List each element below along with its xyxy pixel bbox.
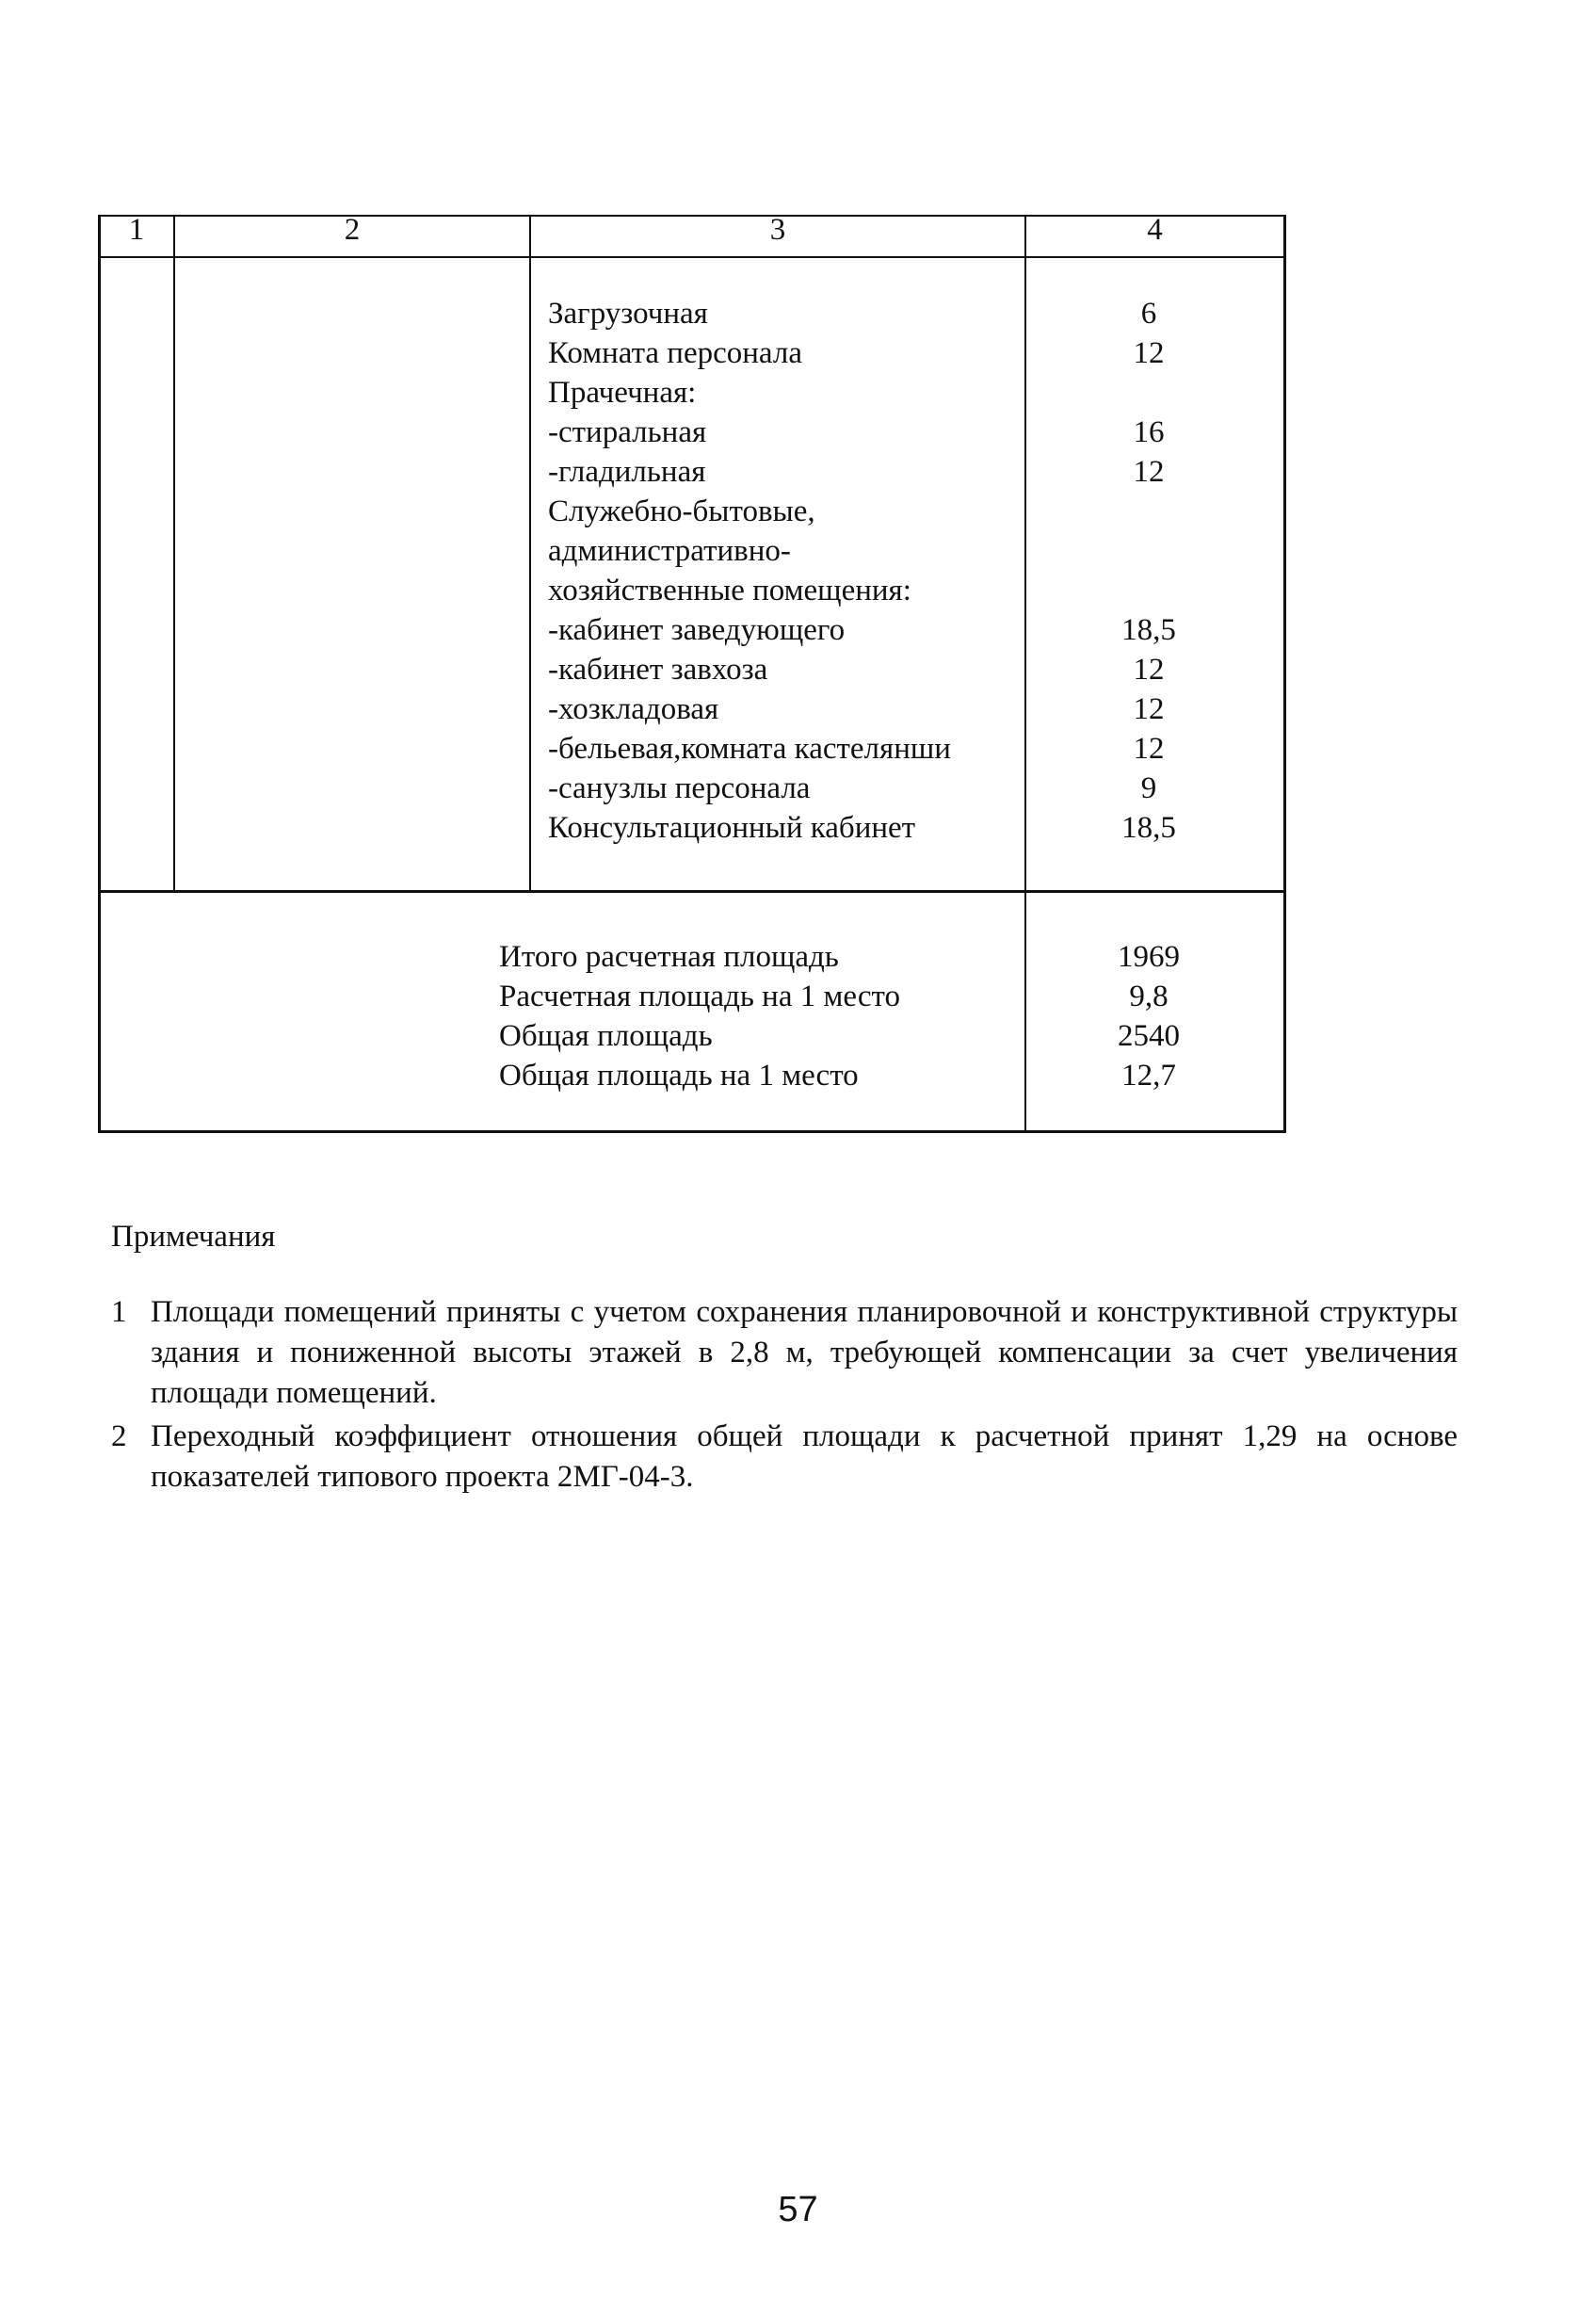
room-values (1036, 294, 1262, 848)
col2-divider (529, 215, 531, 892)
area-table (0, 0, 1596, 1149)
note-number: 1 (111, 1295, 127, 1329)
page-number: 57 (778, 2190, 818, 2229)
note-item-1 (111, 1292, 1458, 1419)
header-col-1: 1 (128, 213, 145, 247)
col1-divider (173, 215, 175, 892)
room-name: хозяйственные помещения: (548, 574, 911, 608)
room-name: -гладильная (548, 455, 706, 489)
room-area (1036, 571, 1262, 610)
room-area: 12 (1133, 692, 1165, 726)
room-name: Служебно-бытовые, (548, 494, 815, 528)
total-value: 9,8 (1129, 980, 1169, 1013)
total-label: Общая площадь на 1 место (499, 1059, 859, 1093)
room-name: Прачечная: (548, 376, 697, 410)
total-label: Общая площадь (499, 1019, 713, 1053)
room-name: -бельевая,комната кастелянши (548, 732, 951, 766)
note-text: Площади помещений приняты с учетом сохранения планировочной и конструктивной структуры здания и пониженной высоты этажей в 2,8 м, требующей компенсации за счет увеличения площади помещений. (151, 1295, 1458, 1410)
room-names (548, 294, 951, 848)
room-area: 12 (1133, 455, 1165, 489)
room-area (1036, 373, 1262, 413)
table-left-border (98, 215, 101, 1133)
totals-values (1036, 937, 1262, 1095)
room-name: Комната персонала (548, 336, 802, 370)
header-col-3: 3 (769, 213, 786, 247)
room-area: 18,5 (1121, 811, 1176, 845)
room-name: административно- (548, 534, 791, 568)
note-number: 2 (111, 1419, 127, 1453)
room-area: 12 (1133, 732, 1165, 766)
room-name: Консультационный кабинет (548, 811, 916, 845)
col3-divider (1024, 215, 1026, 1133)
note-text: Переходный коэффициент отношения общей площади к расчетной принят 1,29 на основе показателей типового проекта 2МГ-04-3. (151, 1419, 1458, 1494)
room-area: 18,5 (1121, 613, 1176, 647)
note-item-2 (111, 1417, 1458, 1501)
room-area: 16 (1133, 415, 1165, 449)
room-area (1036, 492, 1262, 531)
room-name: -хозкладовая (548, 692, 719, 726)
room-area: 12 (1133, 653, 1165, 687)
room-name: -кабинет заведующего (548, 613, 846, 647)
notes-title: Примечания (111, 1220, 276, 1254)
table-bottom-border (98, 1130, 1286, 1133)
total-value: 1969 (1118, 940, 1180, 974)
header-col-2: 2 (344, 213, 361, 247)
header-bottom-border (98, 256, 1286, 258)
total-value: 2540 (1118, 1019, 1180, 1053)
room-name: -стиральная (548, 415, 707, 449)
header-col-4: 4 (1147, 213, 1163, 247)
room-name: -санузлы персонала (548, 771, 811, 805)
totals-labels (499, 937, 900, 1095)
room-area: 6 (1140, 297, 1157, 331)
total-label: Итого расчетная площадь (499, 940, 839, 974)
room-name: -кабинет завхоза (548, 653, 768, 687)
table-right-border (1283, 215, 1286, 1133)
total-label: Расчетная площадь на 1 место (499, 980, 900, 1013)
section-divider (98, 890, 1286, 893)
room-name: Загрузочная (548, 297, 708, 331)
room-area (1036, 531, 1262, 571)
total-value: 12,7 (1121, 1059, 1176, 1093)
room-area: 12 (1133, 336, 1165, 370)
room-area: 9 (1140, 771, 1157, 805)
